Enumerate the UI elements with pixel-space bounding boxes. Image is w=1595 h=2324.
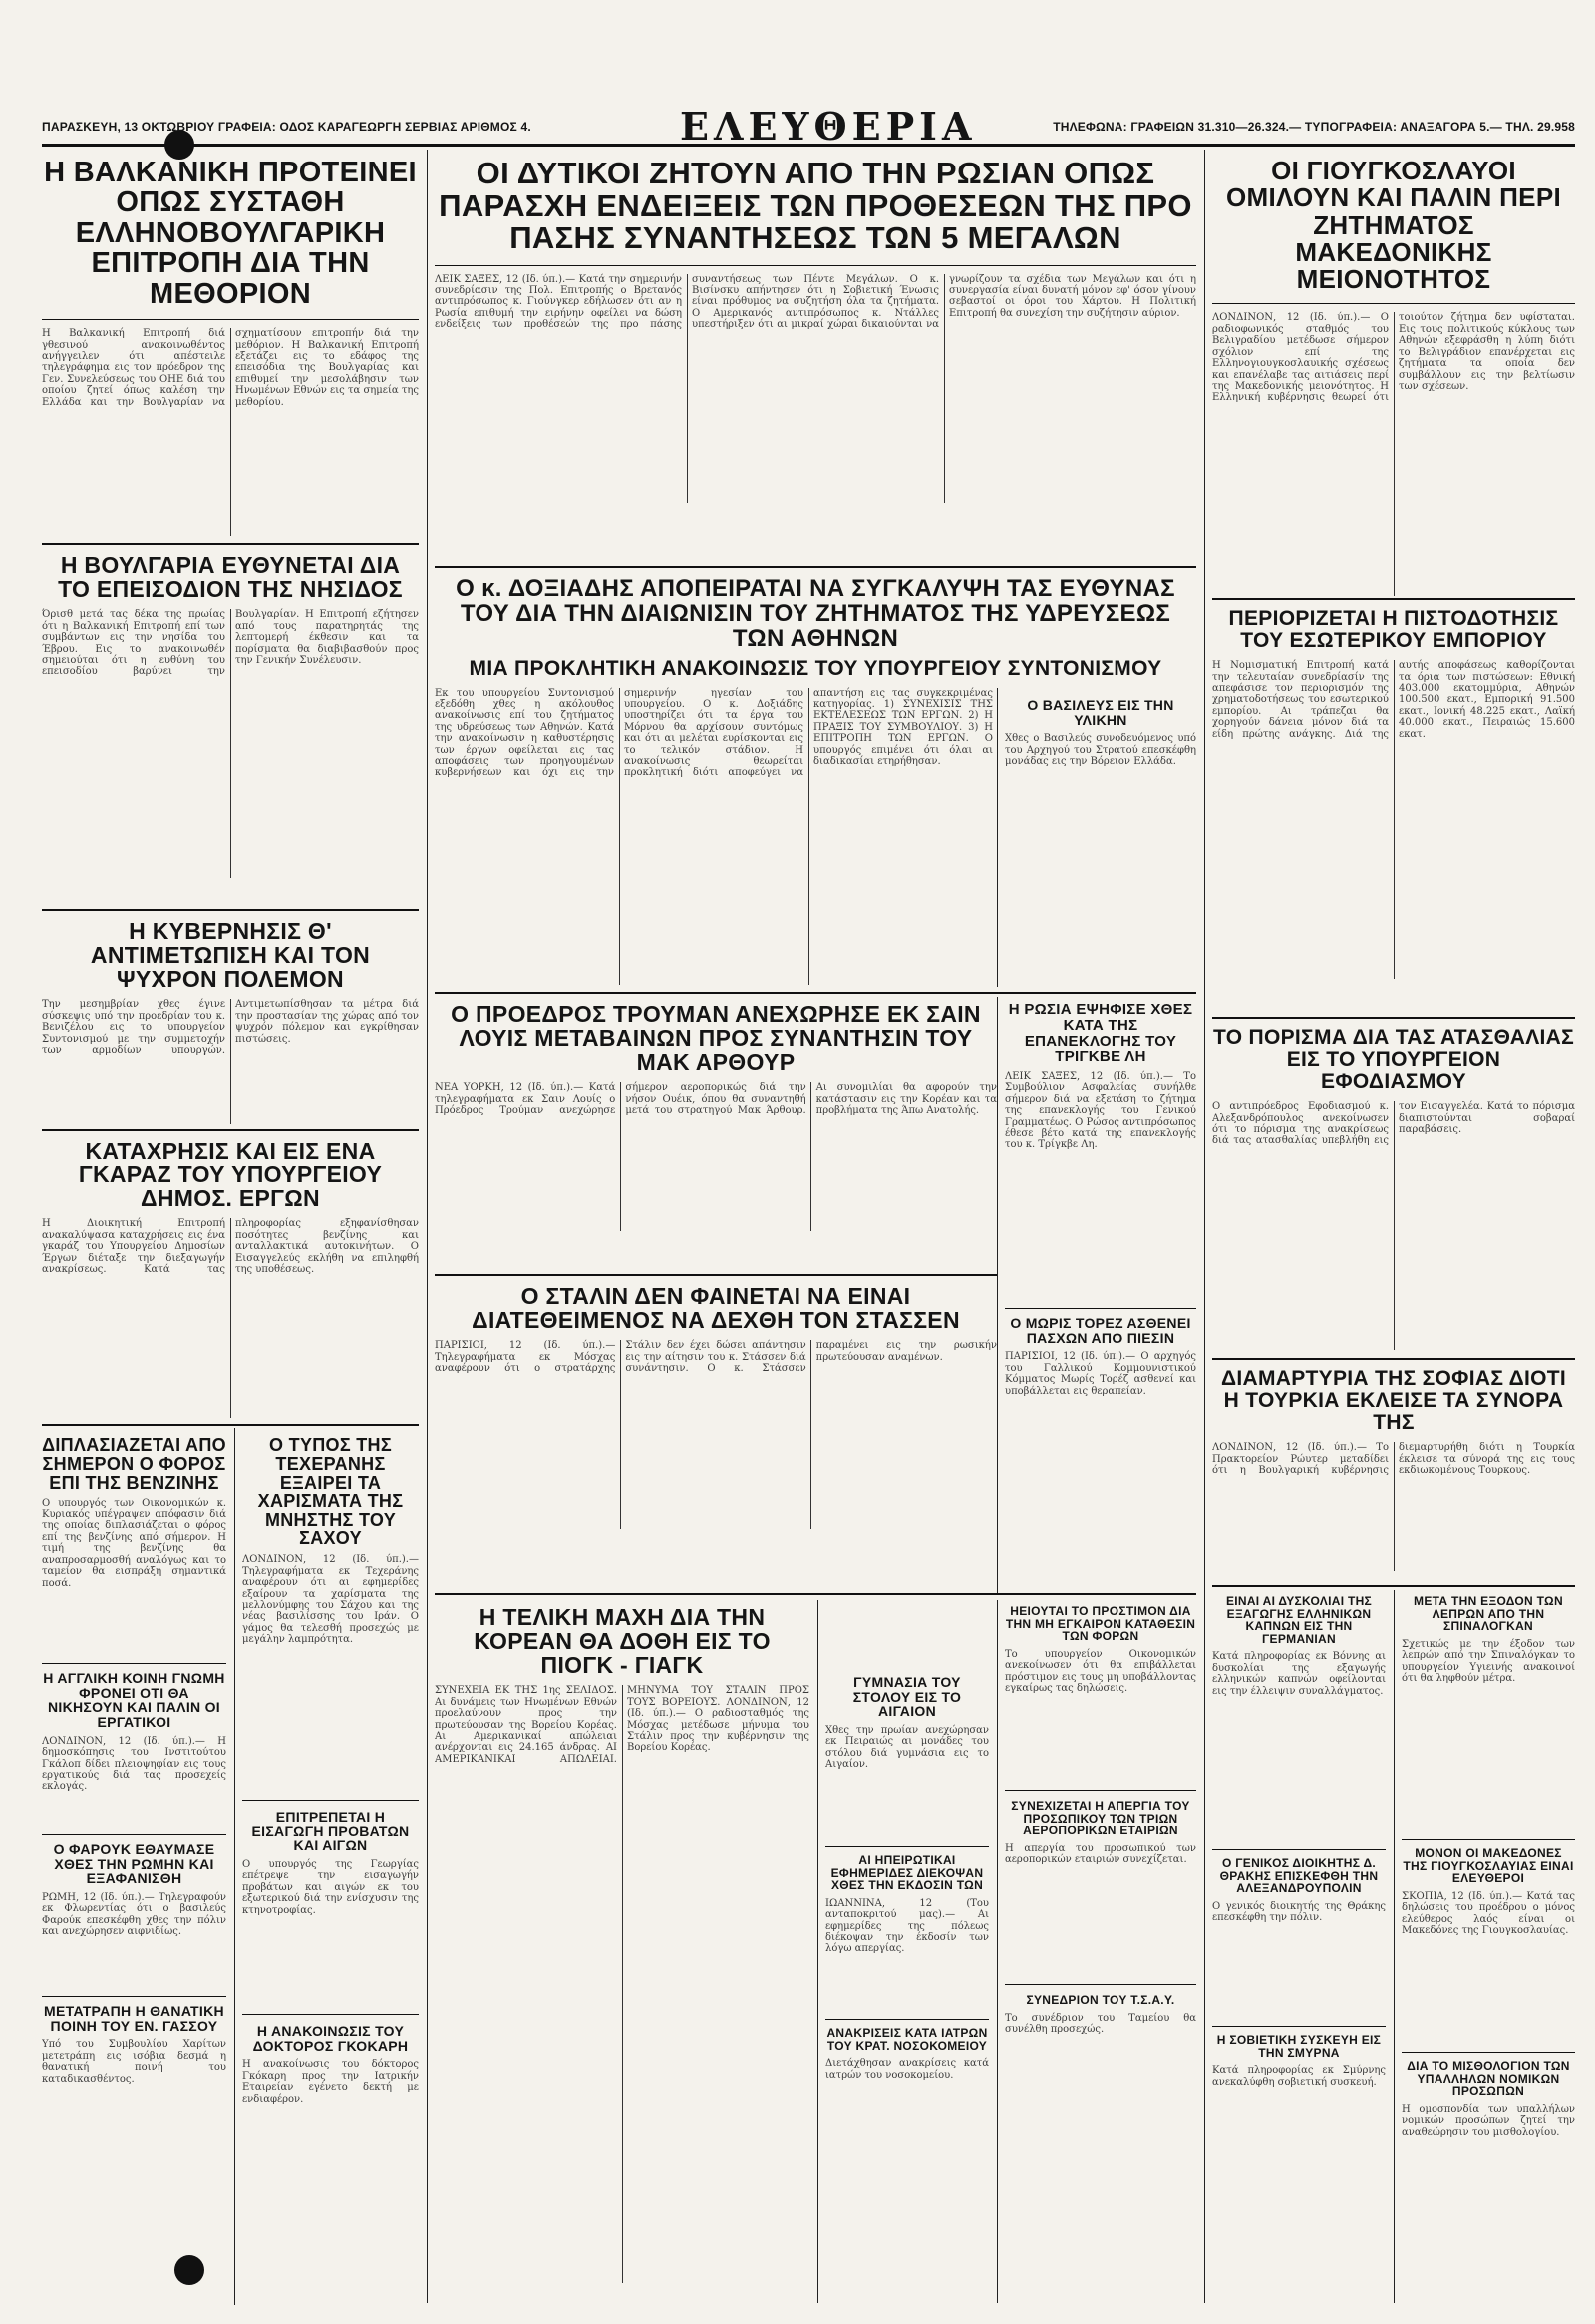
headline-farouk: Ο ΦΑΡΟΥΚ ΕΘΑΥΜΑΣΕ ΧΘΕΣ ΤΗΝ ΡΩΜΗΝ ΚΑΙ ΕΞΑΦΑΝΙΣΘΗ bbox=[53, 1842, 215, 1887]
body-farouk: ΡΩΜΗ, 12 (Ιδ. ύπ.).— Τηλεγραφούν εκ Φλωρεντίας ότι ο βασιλεύς Φαρούκ επεσκέφθη χθες την πόλιν και ανεχώρησεν αιφνιδίως. bbox=[42, 1892, 226, 1938]
article-bulgaria bbox=[42, 553, 419, 902]
article-farouk bbox=[42, 1842, 226, 1992]
section-rule bbox=[1212, 598, 1575, 600]
newspaper-title: ΕΛΕΥΘΕΡΙΑ bbox=[680, 104, 977, 149]
article-smyrna bbox=[1212, 2034, 1386, 2233]
article-sentence bbox=[42, 2004, 226, 2154]
headline-lepers: ΜΕΤΑ ΤΗΝ ΕΞΟΔΟΝ ΤΩΝ ΛΕΠΡΩΝ ΑΠΟ ΤΗΝ ΣΠΙΝΑΛΟΓΚΑΝ bbox=[1414, 1595, 1563, 1634]
article-tobacco bbox=[1212, 1595, 1386, 1844]
section-rule bbox=[435, 1274, 997, 1276]
article-gokar bbox=[242, 2024, 419, 2223]
article-scandals bbox=[42, 1139, 419, 1418]
body-committee: Ο υπουργός της Γεωργίας επέτρεψε την εισαγωγήν προβάτων και αιγών εκ του εξωτερικού διά την ενίσχυσιν της κτηνοτροφίας. bbox=[242, 1859, 419, 1916]
rule bbox=[42, 1834, 226, 1835]
body-yugoslavs: ΛΟΝΔΙΝΟΝ, 12 (Ιδ. ύπ.).— Ο ραδιοφωνικός σταθμός του Βελιγραδίου μετέδωσε σήμερον σχόλιον επί της Ελληνογιουγκοσλαυικής σχέσεως και επανέλαβε τας αιτιάσεις περί της Μακεδονικής μειονότητος. Η Ελληνική κυβέρνησις θεωρεί ότι τοιούτον ζήτημα δεν υφίσταται. Εις τους πολιτικούς κύκλους των Αθηνών εξεφράσθη η λύπη διότι το Βελιγράδιον επανέρχεται εις ζητήματα τα οποία δεν συμβάλλουν εις την βελτίωσιν των σχέσεων. bbox=[1212, 312, 1575, 404]
article-truman bbox=[435, 1002, 997, 1266]
rule bbox=[1212, 2026, 1386, 2027]
headline-morris: Ο ΜΩΡΙΣ ΤΟΡΕΖ ΑΣΘΕΝΕΙ ΠΑΣΧΩΝ ΑΠΟ ΠΙΕΣΙΝ bbox=[1010, 1316, 1191, 1346]
headline-macedonians: ΜΟΝΟΝ ΟΙ ΜΑΚΕΔΟΝΕΣ ΤΗΣ ΓΙΟΥΓΚΟΣΛΑΥΙΑΣ ΕΙΝΑΙ ΕΛΕΥΘΕΡΟΙ bbox=[1403, 1847, 1574, 1886]
rule bbox=[825, 1846, 989, 1847]
body-finance-ministry: Ο αντιπρόεδρος Εφοδιασμού κ. Αλεξανδρόπουλος ανεκοίνωσεν ότι το πόρισμα της ανακρίσεως διά τας ατασθαλίας υπεβλήθη εις τον Εισαγγελέα. Κατά το πόρισμα διαπιστούνται σοβαραί παραβάσεις. bbox=[1212, 1101, 1575, 1147]
sub-divider bbox=[817, 1600, 818, 2303]
rule bbox=[825, 2019, 989, 2020]
body-director: Ο γενικός διοικητής της Θράκης επεσκέφθη την πόλιν. bbox=[1212, 1900, 1386, 1924]
rule bbox=[1005, 1790, 1196, 1791]
headline-tsay: ΣΥΝΕΔΡΙΟΝ ΤΟΥ Τ.Σ.Α.Υ. bbox=[1026, 1994, 1175, 2007]
body-salaries: Η ομοσπονδία των υπαλλήλων νομικών προσώπων ζητεί την αναθεώρησιν του μισθολογίου. bbox=[1402, 2103, 1575, 2138]
section-rule bbox=[42, 1424, 419, 1426]
article-morris bbox=[1005, 1316, 1196, 1585]
body-russia-election: ΛΕΙΚ ΣΑΞΕΣ, 12 (Ιδ. ύπ.).— Το Συμβούλιον Ασφαλείας συνήλθε σήμερον διά να εξετάση το ζήτημα της επανεκλογής του Γενικού Γραμματέως. Ο Ρώσος αντιπρόσωπος έθεσε βέτο κατά της επανεκλογής του κ. Τρίγκβε Λη. bbox=[1005, 1071, 1196, 1151]
article-tax-form bbox=[1005, 1605, 1196, 1785]
headline-director: Ο ΓΕΝΙΚΟΣ ΔΙΟΙΚΗΤΗΣ Δ. ΘΡΑΚΗΣ ΕΠΙΣΚΕΦΘΗ ΤΗΝ ΑΛΕΞΑΝΔΡΟΥΠΟΛΙΝ bbox=[1219, 1857, 1379, 1896]
body-west-russia: ΛΕΙΚ ΣΑΞΕΣ, 12 (Ιδ. ύπ.).— Κατά την σημερινήν συνεδρίασιν της Πολ. Επιτροπής ο Βρετανός αντιπρόσωπος κ. Γιούνγκερ εδήλωσεν ότι αν η Ρωσία επιθυμή την ειρήνην οφείλει να δώση ενδείξεις των προθέσεών της προ πάσης συναντήσεως των Πέντε Μεγάλων. Ο κ. Βισίνσκυ απήντησεν ότι η Σοβιετική Ένωσις είναι πρόθυμος να συζητήση όλα τα ζητήματα. Ο Αμερικανός αντιπρόσωπος κ. Ντάλλες υπεστήριξεν ότι αι μικραί χώραι δικαιούνται να γνωρίζουν τα σχέδια των Μεγάλων και ότι η συνεργασία είναι δυνατή μόνον εφ' όσον γίνουν σεβαστοί οι όροι του Χάρτου. Η Πολιτική Επιτροπή θα συνεχίση την συζήτησιν αύριον. bbox=[435, 273, 1196, 331]
rule bbox=[242, 1800, 419, 1801]
body-macedonians: ΣΚΟΠΙΑ, 12 (Ιδ. ύπ.).— Κατά τας δηλώσεις του προέδρου ο μόνος ελεύθερος λαός είναι οι Μακεδόνες της Γιουγκοσλαυίας. bbox=[1402, 1890, 1575, 1936]
headline-doxiadis: Ο κ. ΔΟΞΙΑΔΗΣ ΑΠΟΠΕΙΡΑΤΑΙ ΝΑ ΣΥΓΚΑΛΥΨΗ ΤΑΣ ΕΥΘΥΝΑΣ ΤΟΥ ΔΙΑ ΤΗΝ ΔΙΑΙΩΝΙΣΙΝ ΤΟΥ ΖΗΤΗΜΑΤΟΣ ΤΗΣ ΥΔΡΕΥΣΕΩΣ ΤΩΝ ΑΘΗΝΩΝ bbox=[456, 576, 1175, 653]
sub-divider bbox=[234, 1428, 235, 2305]
article-korea bbox=[435, 1605, 809, 2293]
article-russia-election bbox=[1005, 1002, 1196, 1301]
article-government bbox=[42, 919, 419, 1124]
rule bbox=[42, 1996, 226, 1997]
article-committee bbox=[242, 1810, 419, 2009]
section-rule bbox=[1212, 1585, 1575, 1587]
body-sentence: Υπό του Συμβουλίου Χαρίτων μετετράπη εις ισόβια δεσμά η θανατική ποινή του καταδικασθέντος. bbox=[42, 2039, 226, 2085]
article-doctors bbox=[825, 2027, 989, 2147]
masthead-phones: ΤΗΛΕΦΩΝΑ: ΓΡΑΦΕΙΩΝ 31.310—26.324.— ΤΥΠΟΓΡΑΦΕΙΑ: ΑΝΑΞΑΓΟΡΑ 5.— ΤΗΛ. 29.958 bbox=[1053, 120, 1575, 134]
article-stalin bbox=[435, 1284, 997, 1583]
body-sofia: ΛΟΝΔΙΝΟΝ, 12 (Ιδ. ύπ.).— Το Πρακτορείον Ρώυτερ μεταδίδει ότι η Βουλγαρική κυβέρνησις διεμαρτυρήθη διότι η Τουρκία έκλεισε τα σύνορά της εις τους εκδιωκομένους Τουρκους. bbox=[1212, 1442, 1575, 1476]
article-fleet bbox=[825, 1675, 989, 1844]
headline-petrol: ΔΙΠΛΑΣΙΑΖΕΤΑΙ ΑΠΟ ΣΗΜΕΡΟΝ Ο ΦΟΡΟΣ ΕΠΙ ΤΗΣ ΒΕΝΖΙΝΗΣ bbox=[42, 1436, 226, 1493]
article-petrol bbox=[42, 1436, 226, 1660]
article-uk-voting bbox=[42, 1671, 226, 1830]
article-balkan bbox=[42, 158, 419, 536]
sub-divider bbox=[1394, 1590, 1395, 2303]
headline-tax-form: ΗΕΙΟΥΤΑΙ ΤΟ ΠΡΟΣΤΙΜΟΝ ΔΙΑ ΤΗΝ ΜΗ ΕΓΚΑΙΡΟΝ ΚΑΤΑΘΕΣΙΝ ΤΩΝ ΦΟΡΩΝ bbox=[1005, 1605, 1196, 1644]
section-rule bbox=[42, 1129, 419, 1131]
body-strike: Η απεργία του προσωπικού των αεροπορικών εταιριών συνεχίζεται. bbox=[1005, 1842, 1196, 1866]
column-divider-1 bbox=[427, 150, 428, 2303]
headline-korea: Η ΤΕΛΙΚΗ ΜΑΧΗ ΔΙΑ ΤΗΝ ΚΟΡΕΑΝ ΘΑ ΔΟΘΗ ΕΙΣ ΤΟ ΠΙΟΓΚ - ΓΙΑΓΚ bbox=[474, 1605, 771, 1679]
body-tobacco: Κατά πληροφορίας εκ Βόννης αι δυσκολίαι της εξαγωγής ελληνικών καπνών οφείλονται εις την έλλειψιν συναλλάγματος. bbox=[1212, 1651, 1386, 1697]
sub-divider bbox=[997, 1600, 998, 2303]
rule bbox=[1212, 1849, 1386, 1850]
headline-salaries: ΔΙΑ ΤΟ ΜΙΣΘΟΛΟΓΙΟΝ ΤΩΝ ΥΠΑΛΛΗΛΩΝ ΝΟΜΙΚΩΝ ΠΡΟΣΩΠΩΝ bbox=[1407, 2060, 1570, 2099]
body-morris: ΠΑΡΙΣΙΟΙ, 12 (Ιδ. ύπ.).— Ο αρχηγός του Γαλλικού Κομμουνιστικού Κόμματος Μωρίς Τορέζ ασθενεί και υποβάλλεται εις θεραπείαν. bbox=[1005, 1351, 1196, 1397]
article-strike bbox=[1005, 1800, 1196, 1979]
section-rule bbox=[435, 992, 1196, 994]
section-rule bbox=[1212, 1017, 1575, 1019]
headline-truman: Ο ΠΡΟΕΔΡΟΣ ΤΡΟΥΜΑΝ ΑΝΕΧΩΡΗΣΕ ΕΚ ΣΑΙΝ ΛΟΥΙΣ ΜΕΤΑΒΑΙΝΩΝ ΠΡΟΣ ΣΥΝΑΝΤΗΣΙΝ ΤΟΥ ΜΑΚ ΑΡΘΟΥΡ bbox=[451, 1002, 981, 1076]
body-credit: Η Νομισματική Επιτροπή κατά την τελευταίαν συνεδρίασίν της απεφάσισε τον περιορισμόν της χρηματοδοτήσεως του εσωτερικού εμπορίου. Αι τράπεζαι θα χορηγούν δάνεια μόνον διά τα είδη πρώτης ανάγκης. Διά της αυτής αποφάσεως καθορίζονται τα όρια των πιστώσεων: Εθνική 403.000 εκατομμύρια, Αθηνών 100.500 εκατ., Εμπορική 91.500 εκατ., Ιονική 48.225 εκατ., Λαϊκή 40.000 εκατ., Πειραιώς 15.600 εκατ. bbox=[1212, 660, 1575, 740]
section-rule bbox=[42, 909, 419, 911]
headline-gokar: Η ΑΝΑΚΟΙΝΩΣΙΣ ΤΟΥ ΔΟΚΤΟΡΟΣ ΓΚΟΚΑΡΗ bbox=[252, 2024, 409, 2054]
body-king: Χθες ο Βασιλεύς συνοδευόμενος υπό του Αρχηγού του Στρατού επεσκέφθη μονάδας εις την Βόρειον Ελλάδα. bbox=[1005, 733, 1196, 768]
punch-hole-bottom bbox=[174, 2255, 204, 2285]
article-macedonians bbox=[1402, 1847, 1575, 2047]
body-tax-form: Το υπουργείον Οικονομικών ανεκοίνωσεν ότι θα επιβάλλεται πρόστιμον εις τους μη υποβάλλοντας εγκαίρως τας δηλώσεις. bbox=[1005, 1648, 1196, 1694]
body-stalin: ΠΑΡΙΣΙΟΙ, 12 (Ιδ. ύπ.).— Τηλεγραφήματα εκ Μόσχας αναφέρουν ότι ο στρατάρχης Στάλιν δεν έχει δώσει απάντησιν εις την αίτησιν του κ. Στάσσεν διά συνάντησιν. Ο κ. Στάσσεν παραμένει εις την ρωσικήν πρωτεύουσαν αναμένων. bbox=[435, 1340, 997, 1375]
body-truman: ΝΕΑ ΥΟΡΚΗ, 12 (Ιδ. ύπ.).— Κατά τηλεγραφήματα εκ Σαιν Λουίς ο Πρόεδρος Τρούμαν ανεχώρησε σήμερον αεροπορικώς διά την νήσον Ουέικ, όπου θα συναντηθή μετά του στρατηγού Μακ Άρθουρ. Αι συνομιλίαι θα αφορούν την κατάστασιν εις την Κορέαν και τα προβλήματα της Άπω Ανατολής. bbox=[435, 1082, 997, 1117]
headline-uk-voting: Η ΑΓΓΛΙΚΗ ΚΟΙΝΗ ΓΝΩΜΗ ΦΡΟΝΕΙ ΟΤΙ ΘΑ ΝΙΚΗΣΟΥΝ ΚΑΙ ΠΑΛΙΝ ΟΙ ΕΡΓΑΤΙΚΟΙ bbox=[43, 1671, 225, 1731]
article-credit bbox=[1212, 608, 1575, 1012]
headline-scandals: ΚΑΤΑΧΡΗΣΙΣ ΚΑΙ ΕΙΣ ΕΝΑ ΓΚΑΡΑΖ ΤΟΥ ΥΠΟΥΡΓΕΙΟΥ ΔΗΜΟΣ. ΕΡΓΩΝ bbox=[78, 1139, 383, 1212]
masthead bbox=[42, 104, 1575, 149]
rule bbox=[242, 2014, 419, 2015]
headline-strike: ΣΥΝΕΧΙΖΕΤΑΙ Η ΑΠΕΡΓΙΑ ΤΟΥ ΠΡΟΣΩΠΙΚΟΥ ΤΩΝ ΤΡΙΩΝ ΑΕΡΟΠΟΡΙΚΩΝ ΕΤΑΙΡΙΩΝ bbox=[1011, 1800, 1190, 1838]
body-tsay: Το συνέδριον του Ταμείου θα συνέλθη προσεχώς. bbox=[1005, 2012, 1196, 2035]
headline-yugoslavs: ΟΙ ΓΙΟΥΓΚΟΣΛΑΥΟΙ ΟΜΙΛΟΥΝ ΚΑΙ ΠΑΛΙΝ ΠΕΡΙ ΖΗΤΗΜΑΤΟΣ ΜΑΚΕΔΟΝΙΚΗΣ ΜΕΙΟΝΟΤΗΤΟΣ bbox=[1226, 158, 1561, 295]
sub-divider bbox=[997, 997, 998, 1595]
article-west-russia bbox=[435, 158, 1196, 566]
section-rule bbox=[42, 543, 419, 545]
article-king bbox=[1005, 698, 1196, 977]
subhead-doxiadis: ΜΙΑ ΠΡΟΚΛΗΤΙΚΗ ΑΝΑΚΟΙΝΩΣΙΣ ΤΟΥ ΥΠΟΥΡΓΕΙΟΥ ΣΥΝΤΟΝΙΣΜΟΥ bbox=[469, 656, 1162, 680]
headline-fleet: ΓΥΜΝΑΣΙΑ ΤΟΥ ΣΤΟΛΟΥ ΕΙΣ ΤΟ ΑΙΓΑΙΟΝ bbox=[852, 1675, 962, 1720]
headline-credit: ΠΕΡΙΟΡΙΖΕΤΑΙ Η ΠΙΣΤΟΔΟΤΗΣΙΣ ΤΟΥ ΕΣΩΤΕΡΙΚΟΥ ΕΜΠΟΡΙΟΥ bbox=[1228, 608, 1559, 653]
section-rule bbox=[1212, 1358, 1575, 1360]
body-bulgaria: Όρισθ μετά τας δέκα της πρωίας ότι η Βαλκανική Επιτροπή επί των συμβάντων εις την νησίδα του Έβρου. Εις το ανακοινωθέν σημειούται ότι η ευθύνη του επεισοδίου βαρύνει την Βουλγαρίαν. Η Επιτροπή εζήτησεν από τους παρατηρητάς της λεπτομερή έκθεσιν και τα πορίσματα θα διαβιβασθούν προς την Γενικήν Συνέλευσιν. bbox=[42, 609, 419, 678]
headline-king: Ο ΒΑΣΙΛΕΥΣ ΕΙΣ ΤΗΝ ΥΛΙΚΗΝ bbox=[1027, 698, 1174, 728]
headline-west-russia: ΟΙ ΔΥΤΙΚΟΙ ΖΗΤΟΥΝ ΑΠΟ ΤΗΝ ΡΩΣΙΑΝ ΟΠΩΣ ΠΑΡΑΣΧΗ ΕΝΔΕΙΞΕΙΣ ΤΩΝ ΠΡΟΘΕΣΕΩΝ ΤΗΣ ΠΡΟ ΠΑΣΗΣ ΣΥΝΑΝΤΗΣΕΩΣ ΤΩΝ 5 ΜΕΓΑΛΩΝ bbox=[439, 158, 1192, 256]
rule bbox=[42, 319, 419, 320]
body-balkan: Η Βαλκανική Επιτροπή διά γθεσινού ανακοινωθέντος ανήγγειλεν ότι απέστειλε τηλεγράφημα εις τον πρόεδρον της Γεν. Συνελεύσεως του ΟΗΕ διά του οποίου ζητεί όπως καλέση την Ελλάδα και την Βουλγαρίαν να σχηματίσουν επιτροπήν διά την μεθόριον. Η Βαλκανική Επιτροπή εξετάζει εις το εδάφος της επεισόδια της Βουλγαρίας και επιθυμεί την μεσολάβησιν των Ηνωμένων Εθνών εις τα σημεία της μεθορίου. bbox=[42, 328, 419, 408]
body-lepers: Σχετικώς με την έξοδον των λεπρών από την Σπιναλόγκαν το υπουργείον Υγιεινής ανακοινοί ότι θα ληφθούν μέτρα. bbox=[1402, 1638, 1575, 1684]
article-director bbox=[1212, 1857, 1386, 2022]
headline-smyrna: Η ΣΟΒΙΕΤΙΚΗ ΣΥΣΚΕΥΗ ΕΙΣ ΤΗΝ ΣΜΥΡΝΑ bbox=[1216, 2034, 1382, 2060]
body-doxiadis: Εκ του υπουργείου Συντονισμού εξεδόθη χθες η ακόλουθος ανακοίνωσις επί του ζητήματος της υδρεύσεως των Αθηνών. Κατά την ανακοίνωσιν η καθυστέρησις των έργων οφείλεται εις τας αποφάσεις των προηγουμένων κυβερνήσεων και όχι εις την σημερινήν ηγεσίαν του υπουργείου. Ο κ. Δοξιάδης υποστηρίζει ότι τα έργα του Μόρνου θα αρχίσουν συντόμως και ότι αι μελέται ευρίσκονται εις το τελικόν στάδιον. Η ανακοίνωσις θεωρείται προκλητική διότι αποφεύγει να απαντήση εις τας συγκεκριμένας κατηγορίας. 1) ΣΥΝΕΧΙΣΙΣ ΤΗΣ ΕΚΤΕΛΕΣΕΩΣ ΤΩΝ ΕΡΓΩΝ. 2) Η ΠΡΑΞΙΣ ΤΟΥ ΣΥΜΒΟΥΛΙΟΥ. 3) Η ΕΠΙΤΡΟΠΗ ΤΩΝ ΕΡΓΩΝ. Ο υπουργός επιμένει ότι όλαι αι διαδικασίαι ετηρήθησαν. bbox=[435, 687, 993, 779]
column-divider-2 bbox=[1204, 150, 1205, 2303]
section-rule bbox=[435, 566, 1196, 568]
article-sofia bbox=[1212, 1368, 1575, 1582]
masthead-date-address: ΠΑΡΑΣΚΕΥΗ, 13 ΟΚΤΩΒΡΙΟΥ ΓΡΑΦΕΙΑ: ΟΔΟΣ ΚΑΡΑΓΕΩΡΓΗ ΣΕΡΒΙΑΣ ΑΡΙΘΜΟΣ 4. bbox=[42, 120, 531, 134]
article-tehran bbox=[242, 1436, 419, 1795]
article-epirus bbox=[825, 1854, 989, 2014]
body-smyrna: Κατά πληροφορίας εκ Σμύρνης ανεκαλύφθη σοβιετική συσκευή. bbox=[1212, 2065, 1386, 2088]
body-fleet: Χθες την πρωίαν ανεχώρησαν εκ Πειραιώς αι μονάδες του στόλου διά γυμνάσια εις το Αιγαίον. bbox=[825, 1725, 989, 1771]
headline-government: Η ΚΥΒΕΡΝΗΣΙΣ Θ' ΑΝΤΙΜΕΤΩΠΙΣΗ ΚΑΙ ΤΟΝ ΨΥΧΡΟΝ ΠΟΛΕΜΟΝ bbox=[90, 919, 371, 993]
body-korea: ΣΥΝΕΧΕΙΑ ΕΚ ΤΗΣ 1ης ΣΕΛΙΔΟΣ. Αι δυνάμεις των Ηνωμένων Εθνών προελαύνουν προς την πρωτεύουσαν της Βορείου Κορέας. Αι Αμερικανικαί απώλειαι ανέρχονται εις 24.165 άνδρας. ΑΙ ΑΜΕΡΙΚΑΝΙΚΑΙ ΑΠΩΛΕΙΑΙ. ΜΗΝΥΜΑ ΤΟΥ ΣΤΑΛΙΝ ΠΡΟΣ ΤΟΥΣ ΒΟΡΕΙΟΥΣ. ΛΟΝΔΙΝΟΝ, 12 (Ιδ. ύπ.).— Ο ραδιοσταθμός της Μόσχας μετέδωσε μήνυμα του Στάλιν προς την κυβέρνησιν της Βορείου Κορέας. bbox=[435, 1685, 809, 1765]
rule bbox=[435, 265, 1196, 266]
headline-doctors: ΑΝΑΚΡΙΣΕΙΣ ΚΑΤΑ ΙΑΤΡΩΝ ΤΟΥ ΚΡΑΤ. ΝΟΣΟΚΟΜΕΙΟΥ bbox=[826, 2027, 988, 2053]
body-epirus: ΙΩΑΝΝΙΝΑ, 12 (Του ανταποκριτού μας).— Αι εφημερίδες της πόλεως διέκοψαν την έκδοσίν των λόγω απεργίας. bbox=[825, 1897, 989, 1955]
article-finance-ministry bbox=[1212, 1027, 1575, 1356]
headline-balkan: Η ΒΑΛΚΑΝΙΚΗ ΠΡΟΤΕΙΝΕΙ ΟΠΩΣ ΣΥΣΤΑΘΗ ΕΛΛΗΝΟΒΟΥΛΓΑΡΙΚΗ ΕΠΙΤΡΟΠΗ ΔΙΑ ΤΗΝ ΜΕΘΟΡΙΟΝ bbox=[44, 158, 417, 310]
headline-tehran: Ο ΤΥΠΟΣ ΤΗΣ ΤΕΧΕΡΑΝΗΣ ΕΞΑΙΡΕΙ ΤΑ ΧΑΡΙΣΜΑΤΑ ΤΗΣ ΜΝΗΣΤΗΣ ΤΟΥ ΣΑΧΟΥ bbox=[257, 1436, 404, 1549]
headline-finance-ministry: ΤΟ ΠΟΡΙΣΜΑ ΔΙΑ ΤΑΣ ΑΤΑΣΘΑΛΙΑΣ ΕΙΣ ΤΟ ΥΠΟΥΡΓΕΙΟΝ ΕΦΟΔΙΑΣΜΟΥ bbox=[1213, 1027, 1574, 1094]
headline-sentence: ΜΕΤΑΤΡΑΠΗ Η ΘΑΝΑΤΙΚΗ ΠΟΙΝΗ ΤΟΥ ΕΝ. ΓΑΣΣΟΥ bbox=[44, 2004, 224, 2034]
body-doctors: Διετάχθησαν ανακρίσεις κατά ιατρών του νοσοκομείου. bbox=[825, 2058, 989, 2081]
headline-stalin: Ο ΣΤΑΛΙΝ ΔΕΝ ΦΑΙΝΕΤΑΙ ΝΑ ΕΙΝΑΙ ΔΙΑΤΕΘΕΙΜΕΝΟΣ ΝΑ ΔΕΧΘΗ ΤΟΝ ΣΤΑΣΣΕΝ bbox=[472, 1284, 960, 1334]
rule bbox=[1402, 2052, 1575, 2053]
body-gokar: Η ανακοίνωσις του δόκτορος Γκόκαρη προς την Ιατρικήν Εταιρείαν εγένετο δεκτή με ενδιαφέρον. bbox=[242, 2059, 419, 2105]
article-lepers bbox=[1402, 1595, 1575, 1834]
article-tsay bbox=[1005, 1994, 1196, 2193]
headline-russia-election: Η ΡΩΣΙΑ ΕΨΗΦΙΣΕ ΧΘΕΣ ΚΑΤΑ ΤΗΣ ΕΠΑΝΕΚΛΟΓΗΣ ΤΟΥ ΤΡΙΓΚΒΕ ΛΗ bbox=[1008, 1002, 1193, 1066]
rule bbox=[1005, 1984, 1196, 1985]
headline-epirus: ΑΙ ΗΠΕΙΡΩΤΙΚΑΙ ΕΦΗΜΕΡΙΔΕΣ ΔΙΕΚΟΨΑΝ ΧΘΕΣ ΤΗΝ ΕΚΔΟΣΙΝ ΤΩΝ bbox=[830, 1854, 984, 1893]
body-scandals: Η Διοικητική Επιτροπή ανακαλύψασα καταχρήσεις εις ένα γκαράζ του Υπουργείου Δημοσίων Έργων διέταξε την διεξαγωγήν ανακρίσεως. Κατά τας πληροφορίας εξηφανίσθησαν ποσότητες βενζίνης και ανταλλακτικά αυτοκινήτων. Ο Εισαγγελεύς εκλήθη να επιληφθή της υποθέσεως. bbox=[42, 1218, 419, 1276]
rule bbox=[1402, 1839, 1575, 1840]
headline-sofia: ΔΙΑΜΑΡΤΥΡΙΑ ΤΗΣ ΣΟΦΙΑΣ ΔΙΟΤΙ Η ΤΟΥΡΚΙΑ ΕΚΛΕΙΣΕ ΤΑ ΣΥΝΟΡΑ ΤΗΣ bbox=[1220, 1368, 1567, 1435]
headline-committee: ΕΠΙΤΡΕΠΕΤΑΙ Η ΕΙΣΑΓΩΓΗ ΠΡΟΒΑΤΩΝ ΚΑΙ ΑΙΓΩΝ bbox=[251, 1810, 410, 1854]
section-rule bbox=[435, 1593, 1196, 1595]
body-petrol: Ο υπουργός των Οικονομικών κ. Κυριακός υπέγραψεν απόφασιν διά της οποίας διπλασιάζεται ο φόρος επί της βενζίνης από σήμερον. Η τιμή της βενζίνης θα αναπροσαρμοσθή αναλόγως και το ταμείον θα εισπράξη σημαντικά ποσά. bbox=[42, 1497, 226, 1589]
headline-tobacco: ΕΙΝΑΙ ΑΙ ΔΥΣΚΟΛΙΑΙ ΤΗΣ ΕΞΑΓΩΓΗΣ ΕΛΛΗΝΙΚΩΝ ΚΑΠΝΩΝ ΕΙΣ ΤΗΝ ΓΕΡΜΑΝΙΑΝ bbox=[1225, 1595, 1373, 1646]
rule bbox=[1212, 303, 1575, 304]
body-tehran: ΛΟΝΔΙΝΟΝ, 12 (Ιδ. ύπ.).— Τηλεγραφήματα εκ Τεχεράνης αναφέρουν ότι αι εφημερίδες εξαίρουν τα χαρίσματα της μελλονύμφης του Σάχου και της νέας βασιλίσσης του Ιράν. Ο γάμος θα τελεσθή προσεχώς με μεγάλην λαμπρότητα. bbox=[242, 1554, 419, 1646]
body-uk-voting: ΛΟΝΔΙΝΟΝ, 12 (Ιδ. ύπ.).— Η δημοσκόπησις του Ινστιτούτου Γκάλοπ δίδει πλειοψηφίαν εις τους εργατικούς διά τας προσεχείς εκλογάς. bbox=[42, 1735, 226, 1793]
rule bbox=[1005, 1308, 1196, 1309]
sub-divider bbox=[997, 688, 998, 987]
article-yugoslavs bbox=[1212, 158, 1575, 596]
body-government: Την μεσημβρίαν χθες έγινε σύσκεψις υπό την προεδρίαν του κ. Βενιζέλου εις το υπουργείον Συντονισμού με την συμμετοχήν των αρμοδίων υπουργών. Αντιμετωπίσθησαν τα μέτρα διά την προστασίαν της χώρας από τον ψυχρόν πόλεμον και εγκρίθησαν πιστώσεις. bbox=[42, 999, 419, 1057]
headline-bulgaria: Η ΒΟΥΛΓΑΡΙΑ ΕΥΘΥΝΕΤΑΙ ΔΙΑ ΤΟ ΕΠΕΙΣΟΔΙΟΝ ΤΗΣ ΝΗΣΙΔΟΣ bbox=[58, 553, 403, 603]
rule bbox=[42, 1663, 226, 1664]
article-salaries bbox=[1402, 2060, 1575, 2259]
